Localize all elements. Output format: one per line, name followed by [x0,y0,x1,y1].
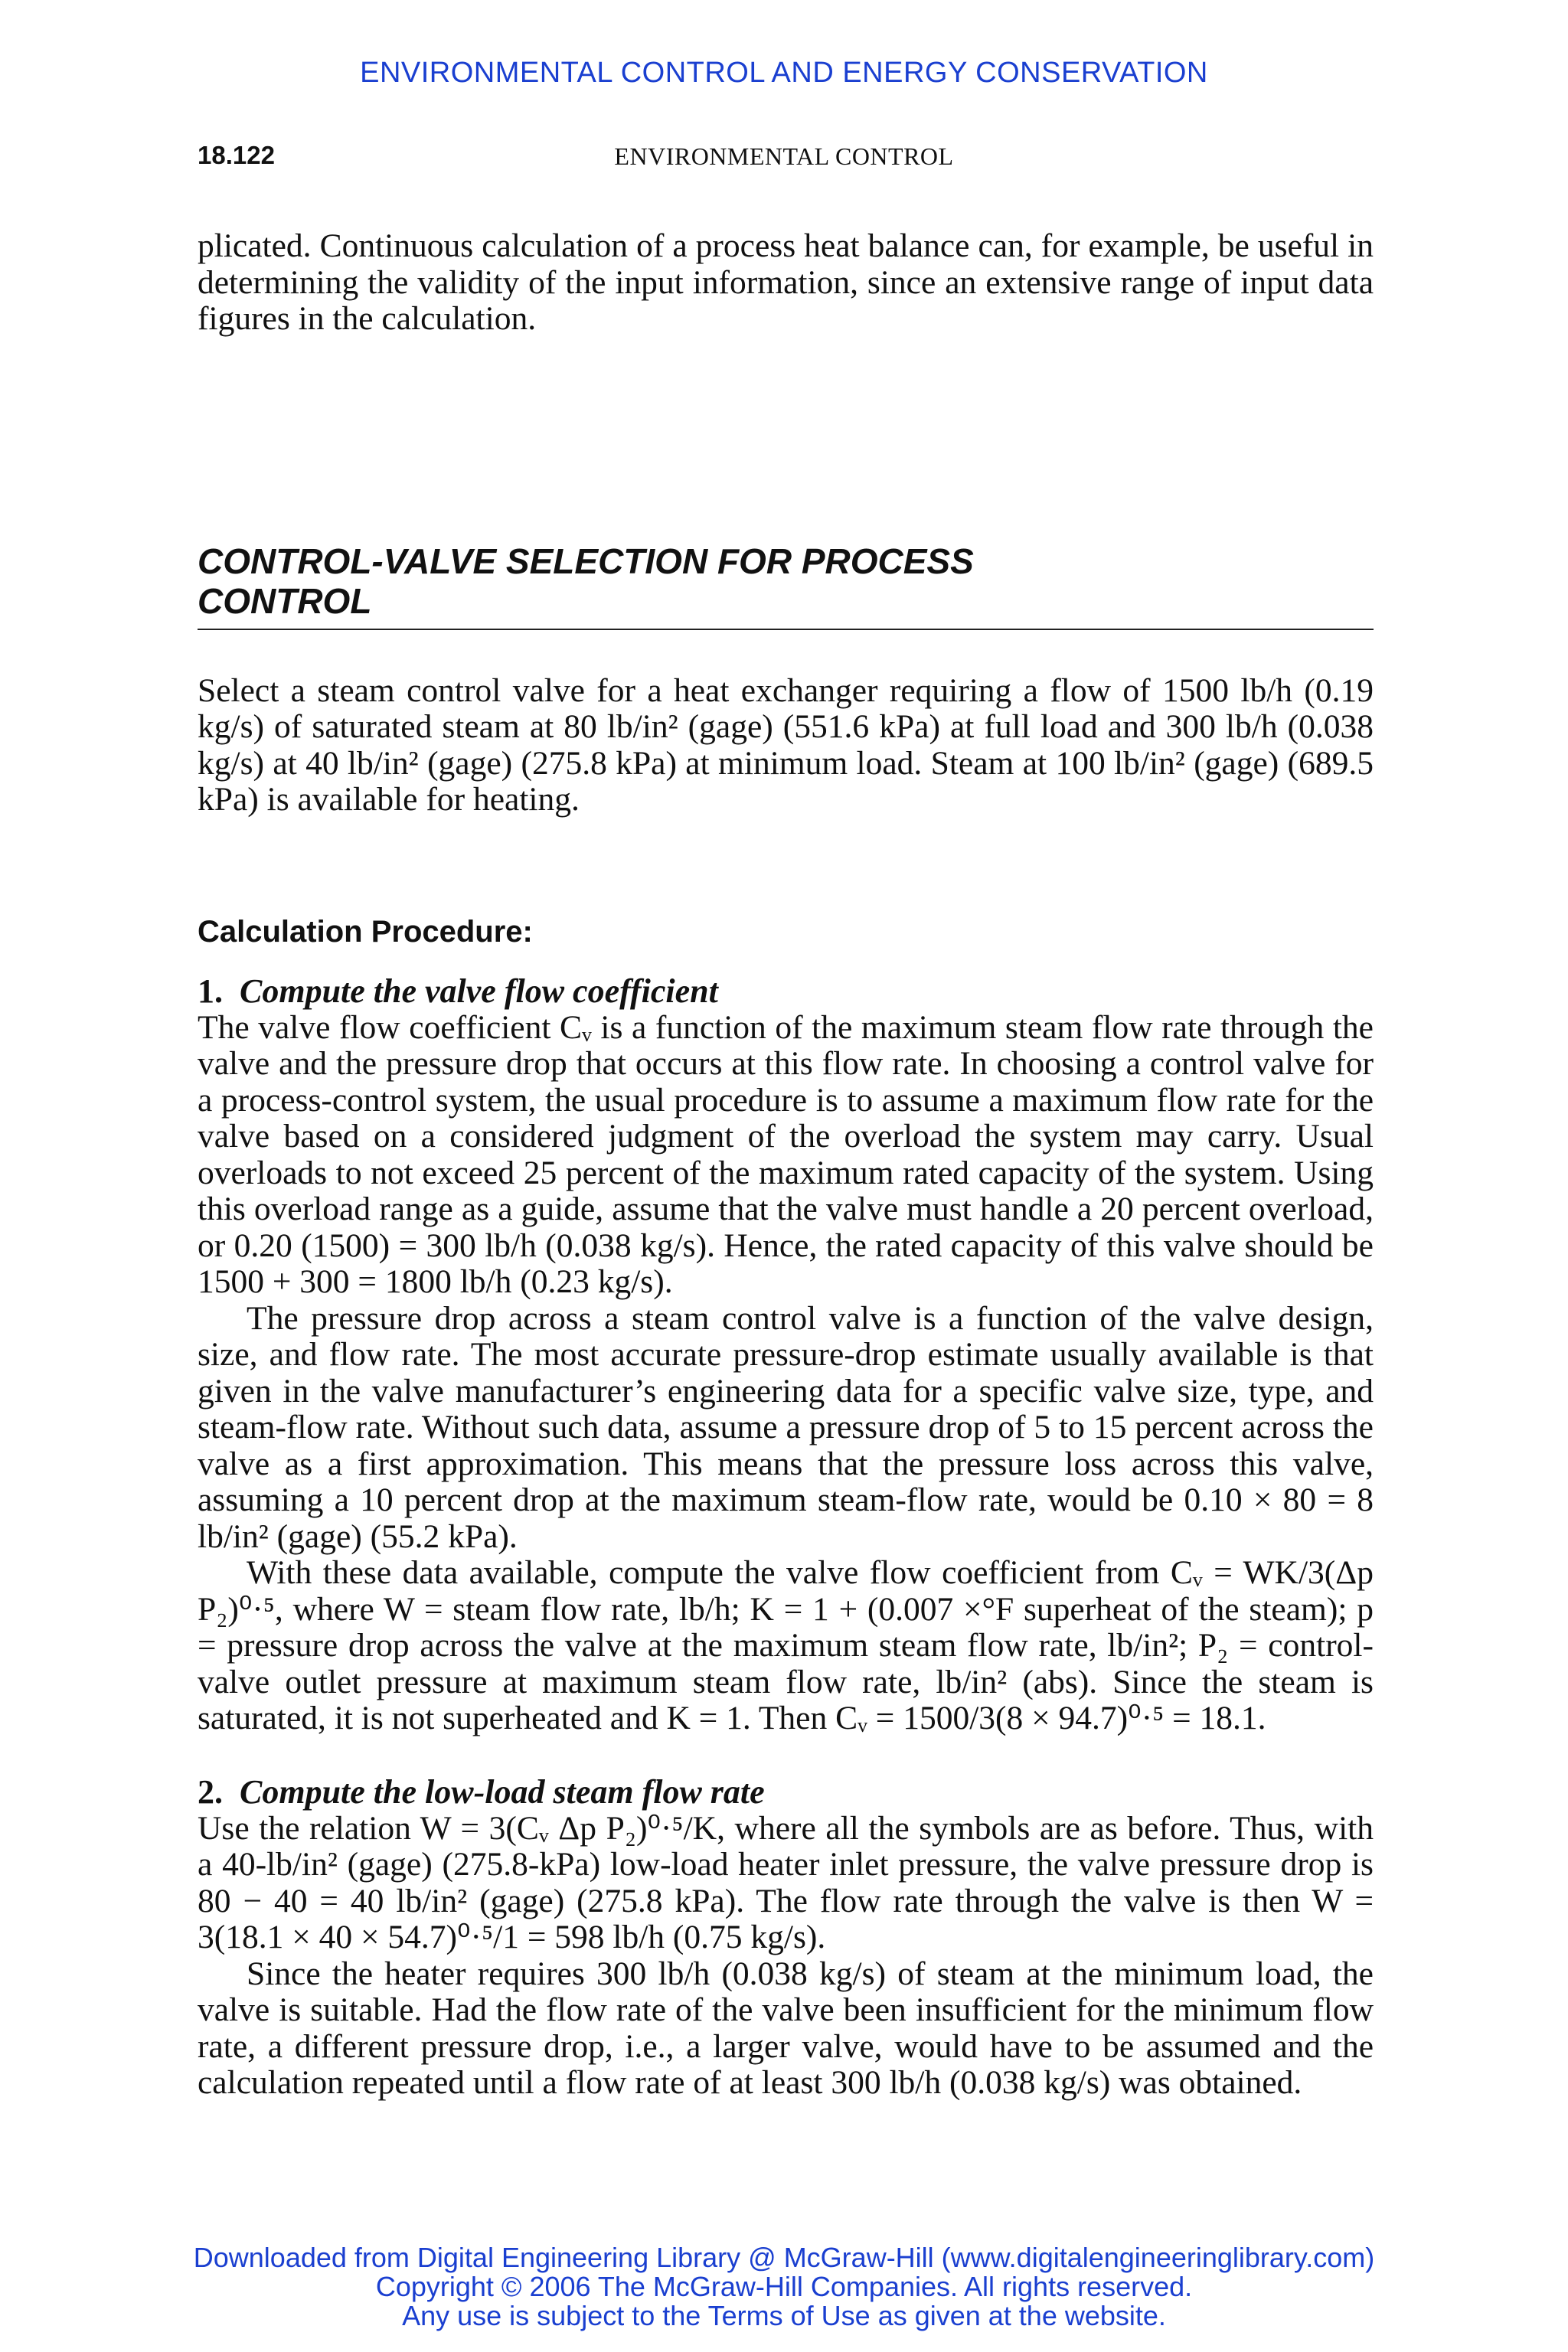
step-1 [198,973,1374,1737]
step-paragraph: With these data available, compute the valve flow coefficient from Cᵥ = WK/3(Δp P₂)⁰·⁵, where W = steam flow rate, lb/h; K = 1 + (0.007 ×°F superheat of the steam); p = pressure drop across the valve at the maximum steam flow rate, lb/in²; P₂ = control-valve outlet pressure at maximum steam flow rate, lb/in² (abs). Since the steam is saturated, it is not superheated and K = 1. Then Cᵥ = 1500/3(8 × 94.7)⁰·⁵ = 18.1. [198,1554,1374,1736]
step-paragraph: Use the relation W = 3(Cᵥ Δp P₂)⁰·⁵/K, where all the symbols are as before. Thus, with a 40-lb/in² (gage) (275.8-kPa) low-load heater inlet pressure, the valve pressure drop is 80 − 40 = 40 lb/in² (gage) (275.8 kPa). The flow rate through the valve is then W = 3(18.1 × 40 × 54.7)⁰·⁵/1 = 598 lb/h (0.75 kg/s). [198,1809,1374,1955]
step-heading [198,1774,1374,1811]
footer-copyright-line: Copyright © 2006 The McGraw-Hill Companies. All rights reserved. [375,2271,1193,2302]
step-2 [198,1774,1374,2102]
step-paragraph: Since the heater requires 300 lb/h (0.038 kg/s) of steam at the minimum load, the valve is suitable. Had the flow rate of the valve been insufficient for the minimum flow rate, a different pressure drop, i.e., a larger valve, would have to be assumed and the calculation repeated until a flow rate of at least 300 lb/h (0.038 kg/s) was obtained. [198,1955,1374,2101]
step-title: Compute the low-load steam flow rate [240,1772,765,1811]
intro-paragraph: plicated. Continuous calculation of a process heat balance can, for example, be useful in determining the validity of the input information, since an extensive range of input data figures in the calculation. [198,227,1374,337]
step-heading [198,973,1374,1010]
download-footer [0,2243,1568,2331]
page-number: 18.122 [198,141,275,169]
procedure-heading: Calculation Procedure: [198,914,533,949]
step-paragraph: The valve flow coefficient Cᵥ is a function of the maximum steam flow rate through the valve and the pressure drop that occurs at this flow rate. In choosing a control valve for a process-control system, the usual procedure is to assume a maximum flow rate for the valve based on a considered judgment of the overload the system may carry. Usual overloads to not exceed 25 percent of the maximum rated capacity of the system. Using this overload range as a guide, assume that the valve must handle a 20 percent overload, or 0.20 (1500) = 300 lb/h (0.038 kg/s). Hence, the rated capacity of this valve should be 1500 + 300 = 1800 lb/h (0.23 kg/s). [198,1008,1374,1300]
step-paragraph: The pressure drop across a steam control valve is a function of the valve design, size, and flow rate. The most accurate pressure-drop estimate usually available is that given in the valve manufacturer’s engineering data for a specific valve size, type, and steam-flow rate. Without such data, assume a pressure drop of 5 to 15 percent across the valve as a first approximation. This means that the pressure loss across this valve, assuming a 10 percent drop at the maximum steam-flow rate, would be 0.10 × 80 = 8 lb/in² (gage) (55.2 kPa). [198,1299,1374,1555]
step-number: 2. [198,1772,223,1811]
footer-download-line: Downloaded from Digital Engineering Library @ McGraw-Hill (www.digitalengineeringlibrary.com) [193,2242,1375,2273]
problem-statement: Select a steam control valve for a heat exchanger requiring a flow of 1500 lb/h (0.19 kg/s) of saturated steam at 80 lb/in² (gage) (551.6 kPa) at full load and 300 lb/h (0.038 kg/s) at 40 lb/in² (gage) (275.8 kPa) at minimum load. Steam at 100 lb/in² (gage) (689.5 kPa) is available for heating. [198,671,1374,818]
footer-terms-line: Any use is subject to the Terms of Use as given at the website. [402,2300,1166,2331]
section-title: CONTROL-VALVE SELECTION FOR PROCESS CONTROL [198,541,1374,630]
running-header-title: ENVIRONMENTAL CONTROL AND ENERGY CONSERVATION [360,57,1208,89]
step-title: Compute the valve flow coefficient [240,972,718,1010]
main-content [198,228,1374,2102]
step-number: 1. [198,972,223,1010]
section-label: ENVIRONMENTAL CONTROL [614,142,954,170]
